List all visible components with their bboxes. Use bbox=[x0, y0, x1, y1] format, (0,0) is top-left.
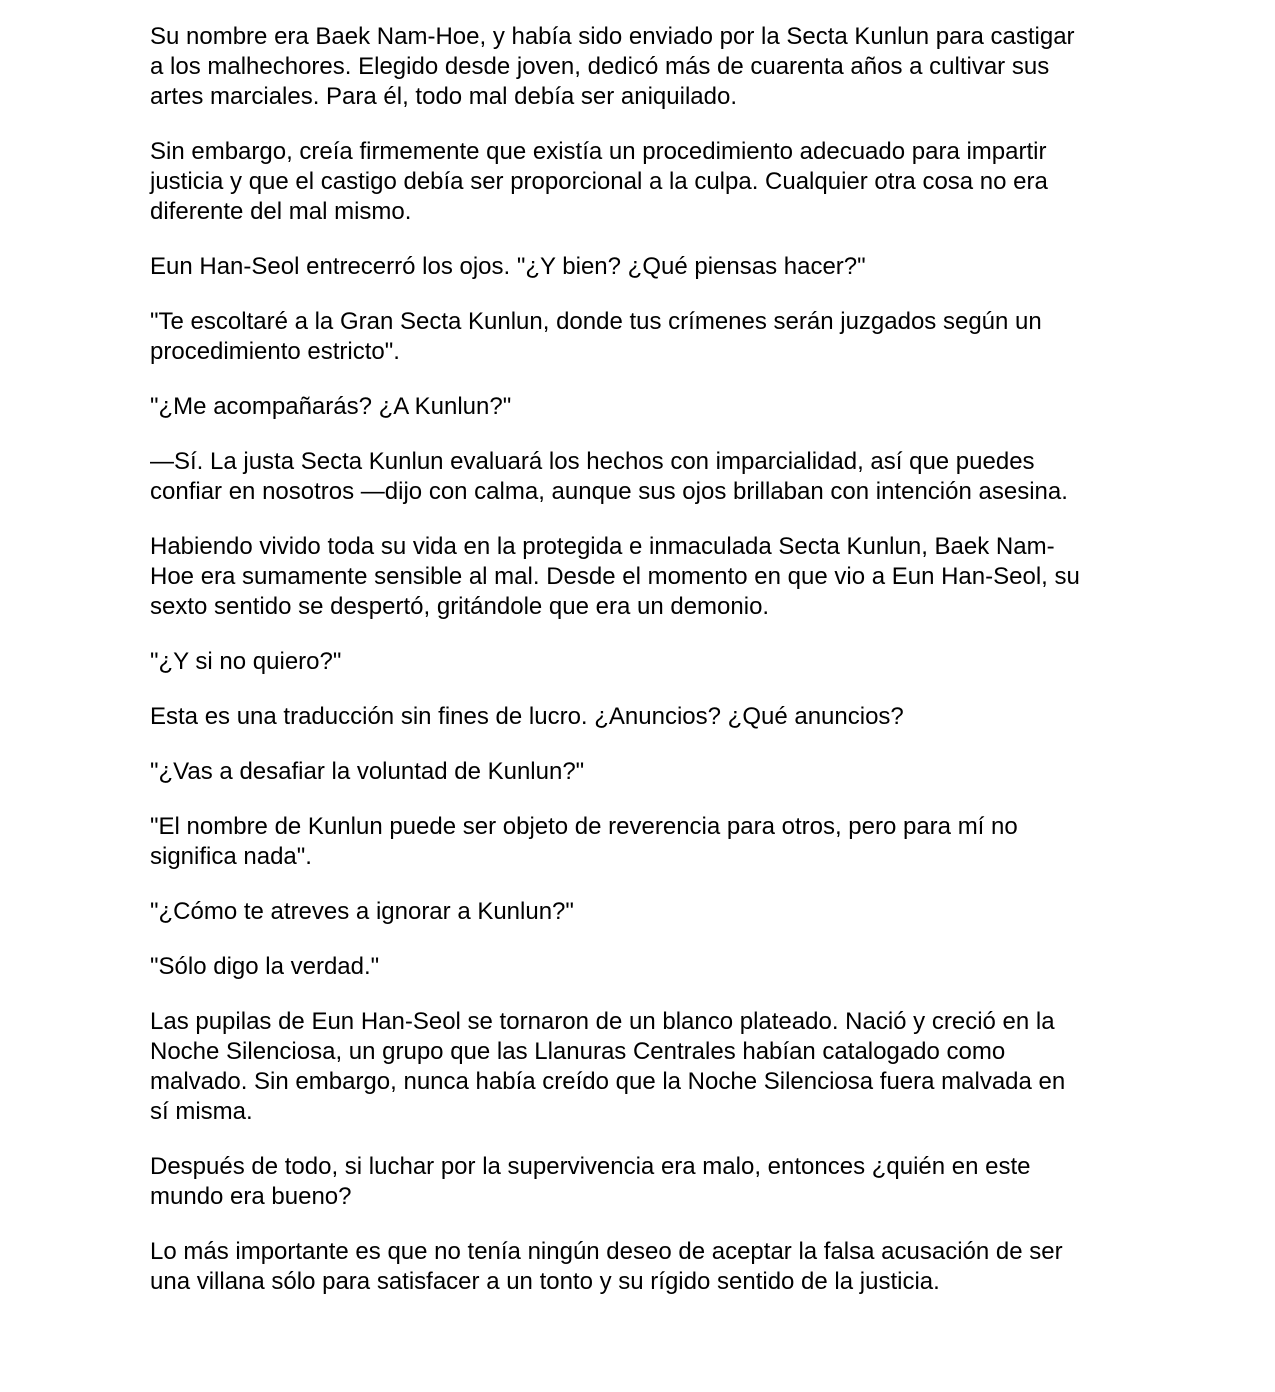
paragraph-1: Su nombre era Baek Nam-Hoe, y había sido enviado por la Secta Kunlun para castigar a los malhechores. Elegido desde joven, dedicó más de cuarenta años a cultivar sus artes marciales. Para él, todo mal debía ser aniquilado. bbox=[150, 23, 1075, 110]
paragraph-3: Eun Han-Seol entrecerró los ojos. "¿Y bien? ¿Qué piensas hacer?" bbox=[150, 253, 866, 280]
paragraph-4: "Te escoltaré a la Gran Secta Kunlun, donde tus crímenes serán juzgados según un procedimiento estricto". bbox=[150, 308, 1042, 365]
paragraph-5: "¿Me acompañarás? ¿A Kunlun?" bbox=[150, 393, 512, 420]
paragraph-8: "¿Y si no quiero?" bbox=[150, 648, 342, 675]
paragraph-13: "Sólo digo la verdad." bbox=[150, 953, 380, 980]
paragraph-14: Las pupilas de Eun Han-Seol se tornaron de un blanco plateado. Nació y creció en la Noche Silenciosa, un grupo que las Llanuras Centrales habían catalogado como malvado. Sin embargo, nunca había creído que la Noche Silenciosa fuera malvada en sí misma. bbox=[150, 1008, 1066, 1125]
paragraph-7: Habiendo vivido toda su vida en la protegida e inmaculada Secta Kunlun, Baek Nam- Hoe era sumamente sensible al mal. Desde el momento en que vio a Eun Han-Seol, su sexto sentido se despertó, gritándole que era un demonio. bbox=[150, 533, 1080, 620]
paragraph-11: "El nombre de Kunlun puede ser objeto de reverencia para otros, pero para mí no significa nada". bbox=[150, 813, 1018, 870]
paragraph-10: "¿Vas a desafiar la voluntad de Kunlun?" bbox=[150, 758, 585, 785]
paragraph-9: Esta es una traducción sin fines de lucro. ¿Anuncios? ¿Qué anuncios? bbox=[150, 703, 904, 730]
paragraph-15: Después de todo, si luchar por la supervivencia era malo, entonces ¿quién en este mundo era bueno? bbox=[150, 1153, 1031, 1210]
paragraph-2: Sin embargo, creía firmemente que existía un procedimiento adecuado para impartir justicia y que el castigo debía ser proporcional a la culpa. Cualquier otra cosa no era diferente del mal mismo. bbox=[150, 138, 1048, 225]
paragraph-16: Lo más importante es que no tenía ningún deseo de aceptar la falsa acusación de ser una villana sólo para satisfacer a un tonto y su rígido sentido de la justicia. bbox=[150, 1238, 1063, 1295]
paragraph-6: —Sí. La justa Secta Kunlun evaluará los hechos con imparcialidad, así que puedes confiar en nosotros —dijo con calma, aunque sus ojos brillaban con intención asesina. bbox=[150, 448, 1068, 505]
paragraph-12: "¿Cómo te atreves a ignorar a Kunlun?" bbox=[150, 898, 574, 925]
document-page bbox=[150, 22, 1130, 1322]
